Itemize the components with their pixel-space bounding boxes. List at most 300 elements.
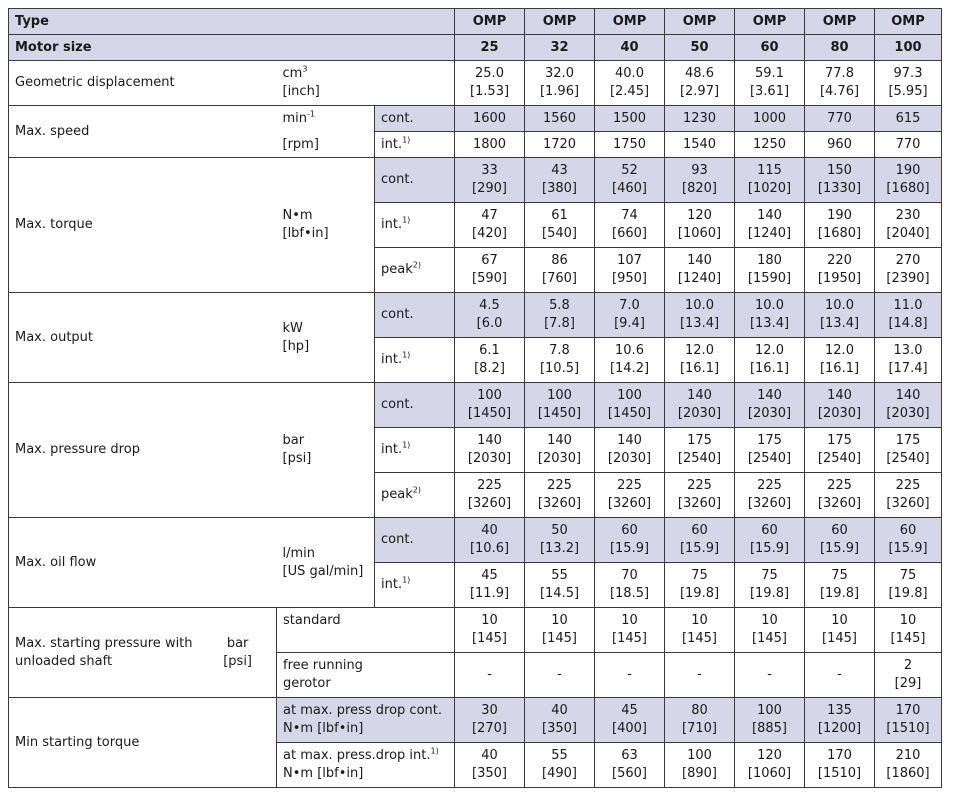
condition-label: [277, 698, 455, 743]
value-primary: 40: [481, 748, 498, 763]
value-imperial: [145]: [822, 631, 857, 646]
condition-text: gerotor: [283, 676, 331, 691]
condition-label: [375, 428, 455, 473]
value-imperial: [1510]: [886, 721, 930, 736]
value-primary: 150: [827, 163, 852, 178]
value-imperial: [14.5]: [539, 586, 580, 601]
value-primary: 47: [481, 208, 498, 223]
value-primary: 225: [477, 478, 502, 493]
value-cell: [665, 158, 735, 203]
value: 1750: [612, 136, 647, 152]
value-cell: [455, 383, 525, 428]
condition-text: cont.: [381, 532, 414, 547]
value-cell: [665, 293, 735, 338]
value-imperial: [19.8]: [888, 586, 928, 601]
row-torque-cont: [9, 158, 942, 203]
value: 1560: [542, 110, 577, 126]
parameter-text: Min starting torque: [15, 734, 140, 750]
parameter-label: [9, 608, 277, 698]
value-cell: [525, 106, 595, 132]
value-imperial: [1510]: [817, 766, 862, 781]
unit-text: cm: [282, 66, 303, 81]
value-cell: [805, 203, 875, 248]
parameter-line: Max. starting pressure with: [15, 635, 193, 651]
value-primary: 270: [895, 253, 921, 268]
parameter-text: Geometric displacement: [15, 75, 175, 90]
value-cell: [525, 338, 595, 383]
value-primary: 97.3: [893, 66, 923, 81]
value-cell: [805, 61, 875, 106]
value-cell: [525, 428, 595, 473]
value-primary: 70: [621, 568, 638, 583]
value-primary: 60: [831, 523, 848, 538]
value-cell: [455, 338, 525, 383]
value-imperial: [2030]: [607, 451, 652, 466]
value-primary: 10.6: [615, 343, 644, 358]
value-imperial: [1060]: [747, 766, 792, 781]
condition-label: [375, 338, 455, 383]
unit-text: kW: [282, 320, 303, 336]
value-primary: 63: [621, 748, 638, 763]
value-cell: [735, 203, 805, 248]
value-cell: [805, 473, 875, 518]
value-imperial: [4.76]: [819, 84, 860, 99]
value-primary: 225: [827, 478, 852, 493]
value-imperial: [400]: [612, 721, 647, 736]
value-primary: 225: [617, 478, 642, 493]
value-cell: [595, 106, 665, 132]
value-cell: [525, 653, 595, 698]
value-cell: [875, 563, 942, 608]
value-cell: [595, 61, 665, 106]
value-cell: [805, 293, 875, 338]
type-name: OMP: [735, 9, 805, 35]
footnote-mark: 1): [402, 440, 411, 450]
value-primary: 93: [691, 163, 708, 178]
value-cell: [665, 338, 735, 383]
value-primary: 52: [621, 163, 638, 178]
value-primary: 74: [621, 208, 638, 223]
value-cell: [525, 383, 595, 428]
value-cell: [735, 106, 805, 132]
value-cell: [455, 61, 525, 106]
value-imperial: [15.9]: [679, 541, 720, 556]
value-primary: 4.5: [479, 298, 500, 313]
unit-cell: [277, 293, 375, 383]
motor-size: 25: [455, 35, 525, 61]
value-cell: [805, 563, 875, 608]
value-imperial: [590]: [472, 271, 507, 286]
value-cell: [875, 653, 942, 698]
value-imperial: [760]: [542, 271, 577, 286]
value-imperial: [7.8]: [544, 316, 575, 331]
parameter-text: Max. oil flow: [15, 554, 97, 570]
unit-imperial: [rpm]: [282, 136, 319, 152]
value-primary: 67: [481, 253, 498, 268]
value-cell: [595, 698, 665, 743]
value: 1230: [682, 110, 717, 126]
value-cell: [525, 743, 595, 788]
value-primary: 100: [547, 388, 572, 403]
value-imperial: [3260]: [886, 496, 930, 511]
value-primary: 190: [895, 163, 921, 178]
condition-label: [375, 158, 455, 203]
value-imperial: [3260]: [467, 496, 512, 511]
value-cell: [665, 473, 735, 518]
condition-unit: N•m [lbf•in]: [283, 766, 364, 781]
condition-label: [375, 518, 455, 563]
value-cell: [665, 428, 735, 473]
value-imperial: [560]: [612, 766, 647, 781]
parameter-group: [15, 635, 270, 671]
condition-text: free running: [283, 658, 363, 673]
value-primary: 75: [691, 568, 708, 583]
value-primary: 12.0: [755, 343, 784, 358]
value-imperial: [380]: [542, 181, 577, 196]
value: 960: [827, 136, 852, 152]
value-cell: [665, 653, 735, 698]
value-imperial: [145]: [472, 631, 507, 646]
value: 615: [895, 110, 921, 126]
value-imperial: [3260]: [817, 496, 862, 511]
unit-imperial: [psi]: [282, 451, 312, 466]
value: 1600: [472, 110, 507, 126]
value-cell: [805, 248, 875, 293]
value-cell: [875, 106, 942, 132]
condition-text: cont.: [381, 172, 414, 187]
value-primary: 115: [757, 163, 782, 178]
value-cell: [665, 61, 735, 106]
footnote-mark: 1): [430, 746, 439, 756]
value-cell: [455, 293, 525, 338]
value-cell: [665, 698, 735, 743]
motor-size: 40: [595, 35, 665, 61]
value-imperial: [1450]: [537, 406, 582, 421]
value-cell: [735, 743, 805, 788]
value-imperial: [2030]: [677, 406, 722, 421]
row-output-cont: [9, 293, 942, 338]
value-imperial: [15.9]: [749, 541, 790, 556]
footnote-mark: 1): [402, 215, 411, 225]
value-primary: 43: [551, 163, 568, 178]
value-imperial: [1200]: [817, 721, 862, 736]
value-primary: 140: [757, 388, 782, 403]
value-primary: 10: [761, 613, 778, 628]
value-cell: [735, 383, 805, 428]
value-cell: [875, 473, 942, 518]
value-primary: 100: [757, 703, 782, 718]
value-cell: [875, 518, 942, 563]
value-imperial: [1450]: [607, 406, 652, 421]
footnote-mark: 2): [412, 485, 421, 495]
value-imperial: [1680]: [886, 181, 930, 196]
condition-label: [375, 383, 455, 428]
value-primary: 225: [547, 478, 572, 493]
parameter-label: [9, 61, 277, 106]
specification-table: [8, 8, 942, 788]
value-cell: [455, 473, 525, 518]
parameter-label: [9, 518, 277, 608]
value-cell: [525, 518, 595, 563]
value-imperial: [2.45]: [609, 84, 650, 99]
value-imperial: [2030]: [747, 406, 792, 421]
value-primary: 30: [481, 703, 498, 718]
unit-cell: [277, 158, 375, 293]
motor-size: 50: [665, 35, 735, 61]
value-cell: [735, 518, 805, 563]
value-cell: [875, 608, 942, 653]
motor-size: 60: [735, 35, 805, 61]
value-cell: [875, 743, 942, 788]
value-cell: [665, 518, 735, 563]
value-cell: [525, 158, 595, 203]
condition-label: [375, 248, 455, 293]
parameter-label: [9, 383, 277, 518]
type-name: OMP: [875, 9, 942, 35]
value-imperial: [8.2]: [474, 361, 505, 376]
value-imperial: [420]: [472, 226, 507, 241]
value-imperial: [17.4]: [888, 361, 928, 376]
unit-metric: [283, 65, 449, 83]
value-primary: 61: [551, 208, 568, 223]
value-imperial: [15.9]: [819, 541, 860, 556]
unit-imperial: [inch]: [282, 84, 320, 99]
value-primary: 60: [761, 523, 778, 538]
value-imperial: [15.9]: [609, 541, 650, 556]
value-cell: [455, 653, 525, 698]
value-imperial: [15.9]: [888, 541, 928, 556]
value-cell: [735, 428, 805, 473]
value-imperial: [1240]: [677, 271, 722, 286]
value-primary: 120: [687, 208, 712, 223]
type-name: OMP: [455, 9, 525, 35]
header-row-type: [9, 9, 942, 35]
value-primary: 45: [481, 568, 498, 583]
value-cell: [525, 61, 595, 106]
condition-label: [375, 563, 455, 608]
value-primary: 100: [687, 748, 712, 763]
value-cell: [665, 203, 735, 248]
value-primary: 140: [827, 388, 852, 403]
value-cell: [875, 293, 942, 338]
value-primary: 59.1: [755, 66, 784, 81]
value-cell: [665, 132, 735, 158]
value-primary: 2: [903, 658, 913, 673]
value-primary: 10: [691, 613, 708, 628]
footnote-mark: 1): [402, 575, 411, 585]
value: 1540: [682, 136, 717, 152]
motor-size: 32: [525, 35, 595, 61]
condition-text: at max. press drop cont.: [283, 703, 442, 718]
value-imperial: [2540]: [677, 451, 722, 466]
value-imperial: [890]: [682, 766, 717, 781]
parameter-text: Max. pressure drop: [15, 442, 140, 457]
value-cell: [665, 608, 735, 653]
value-cell: [595, 428, 665, 473]
parameter-text-block: [15, 635, 193, 671]
value-imperial: [540]: [542, 226, 577, 241]
value-imperial: [2540]: [817, 451, 862, 466]
condition-label: [277, 743, 455, 788]
unit-cell: [277, 61, 455, 106]
value-imperial: [2.97]: [679, 84, 720, 99]
value-cell: [665, 743, 735, 788]
value-primary: 10.0: [755, 298, 784, 313]
value-cell: [665, 563, 735, 608]
condition-text: int.: [381, 442, 403, 457]
value-cell: [875, 248, 942, 293]
value-cell: [735, 338, 805, 383]
row-displacement: [9, 61, 942, 106]
unit-imperial: [US gal/min]: [282, 563, 364, 579]
value-cell: [805, 518, 875, 563]
type-header: Type: [9, 9, 455, 35]
value-imperial: [1680]: [817, 226, 862, 241]
row-startpress-standard: [9, 608, 942, 653]
value-primary: -: [767, 667, 772, 682]
value-imperial: [11.9]: [469, 586, 510, 601]
value-primary: 135: [827, 703, 852, 718]
unit-metric: [283, 207, 369, 225]
value-imperial: [145]: [612, 631, 647, 646]
value-imperial: [270]: [472, 721, 507, 736]
value-cell: [595, 743, 665, 788]
value: 1720: [542, 136, 577, 152]
unit-imperial: [hp]: [282, 338, 310, 354]
value-imperial: [3260]: [607, 496, 652, 511]
type-name: OMP: [665, 9, 735, 35]
value-cell: [665, 106, 735, 132]
value-primary: 170: [895, 703, 921, 718]
value-imperial: [290]: [472, 181, 507, 196]
value-primary: 32.0: [545, 66, 574, 81]
value-imperial: [2030]: [817, 406, 862, 421]
value-imperial: [2540]: [747, 451, 792, 466]
value-cell: [805, 743, 875, 788]
value-imperial: [19.8]: [819, 586, 860, 601]
value-primary: 25.0: [475, 66, 504, 81]
value-primary: 77.8: [825, 66, 854, 81]
value-cell: [525, 698, 595, 743]
unit-text: l/min: [282, 545, 316, 561]
row-oilflow-cont: [9, 518, 942, 563]
value-cell: [455, 563, 525, 608]
condition-label: [277, 608, 455, 653]
value-primary: 55: [551, 748, 568, 763]
value-imperial: [1060]: [677, 226, 722, 241]
value-primary: 75: [899, 568, 917, 583]
unit-imperial: [lbf•in]: [282, 226, 329, 241]
value-primary: 7.8: [549, 343, 570, 358]
value-primary: 100: [617, 388, 642, 403]
condition-label: [375, 132, 455, 158]
value-primary: 10.0: [825, 298, 854, 313]
value: 770: [895, 136, 921, 152]
value-cell: [805, 132, 875, 158]
value-primary: 6.1: [479, 343, 500, 358]
condition-unit: N•m [lbf•in]: [283, 721, 364, 736]
value-imperial: [19.8]: [749, 586, 790, 601]
value-cell: [875, 383, 942, 428]
row-pressure-cont: [9, 383, 942, 428]
value-primary: 225: [895, 478, 921, 493]
value-primary: 48.6: [685, 66, 714, 81]
value-primary: 225: [757, 478, 782, 493]
value-cell: [735, 158, 805, 203]
value-imperial: [13.4]: [679, 316, 720, 331]
value-primary: 13.0: [893, 343, 923, 358]
unit-text: bar: [282, 433, 305, 448]
value-primary: 10: [831, 613, 848, 628]
value-imperial: [1.53]: [469, 84, 510, 99]
motor-size: 80: [805, 35, 875, 61]
value-cell: [665, 383, 735, 428]
value-cell: [735, 608, 805, 653]
value-cell: [805, 608, 875, 653]
value-cell: [805, 106, 875, 132]
footnote-mark: 1): [402, 135, 411, 145]
condition-label: [375, 106, 455, 132]
value-imperial: [9.4]: [614, 316, 645, 331]
value-imperial: [460]: [612, 181, 647, 196]
value-primary: 40: [551, 703, 568, 718]
value-cell: [875, 203, 942, 248]
value-cell: [455, 428, 525, 473]
value-cell: [455, 248, 525, 293]
value-primary: 40: [481, 523, 498, 538]
type-name: OMP: [525, 9, 595, 35]
value-primary: 107: [617, 253, 642, 268]
value-primary: 60: [899, 523, 917, 538]
value-primary: 225: [687, 478, 712, 493]
value-primary: 180: [757, 253, 782, 268]
value-primary: 100: [477, 388, 502, 403]
value-imperial: [13.4]: [749, 316, 790, 331]
row-speed-cont: [9, 106, 942, 132]
value-cell: [525, 132, 595, 158]
value-cell: [875, 158, 942, 203]
value-cell: [595, 563, 665, 608]
value-cell: [805, 158, 875, 203]
value-primary: 220: [827, 253, 852, 268]
value-primary: 175: [895, 433, 921, 448]
value-imperial: [16.1]: [679, 361, 720, 376]
value-imperial: [1330]: [817, 181, 862, 196]
value-primary: 140: [617, 433, 642, 448]
condition-text: peak: [381, 487, 413, 502]
value-primary: 60: [691, 523, 708, 538]
value: 1500: [612, 110, 647, 126]
unit-imperial: [psi]: [223, 653, 252, 669]
value-imperial: [660]: [612, 226, 647, 241]
value-primary: 175: [827, 433, 852, 448]
value-imperial: [950]: [612, 271, 647, 286]
value-cell: [805, 698, 875, 743]
unit-cell: [277, 106, 375, 158]
value-cell: [595, 132, 665, 158]
value: 1250: [752, 136, 787, 152]
value-imperial: [145]: [542, 631, 577, 646]
value-imperial: [5.95]: [888, 84, 928, 99]
value-cell: [525, 608, 595, 653]
value-imperial: [18.5]: [609, 586, 650, 601]
value-primary: 7.0: [619, 298, 640, 313]
value-imperial: [1450]: [467, 406, 512, 421]
row-starttorque-cont: [9, 698, 942, 743]
value-cell: [875, 428, 942, 473]
value-primary: 10: [481, 613, 498, 628]
value-imperial: [2540]: [886, 451, 930, 466]
